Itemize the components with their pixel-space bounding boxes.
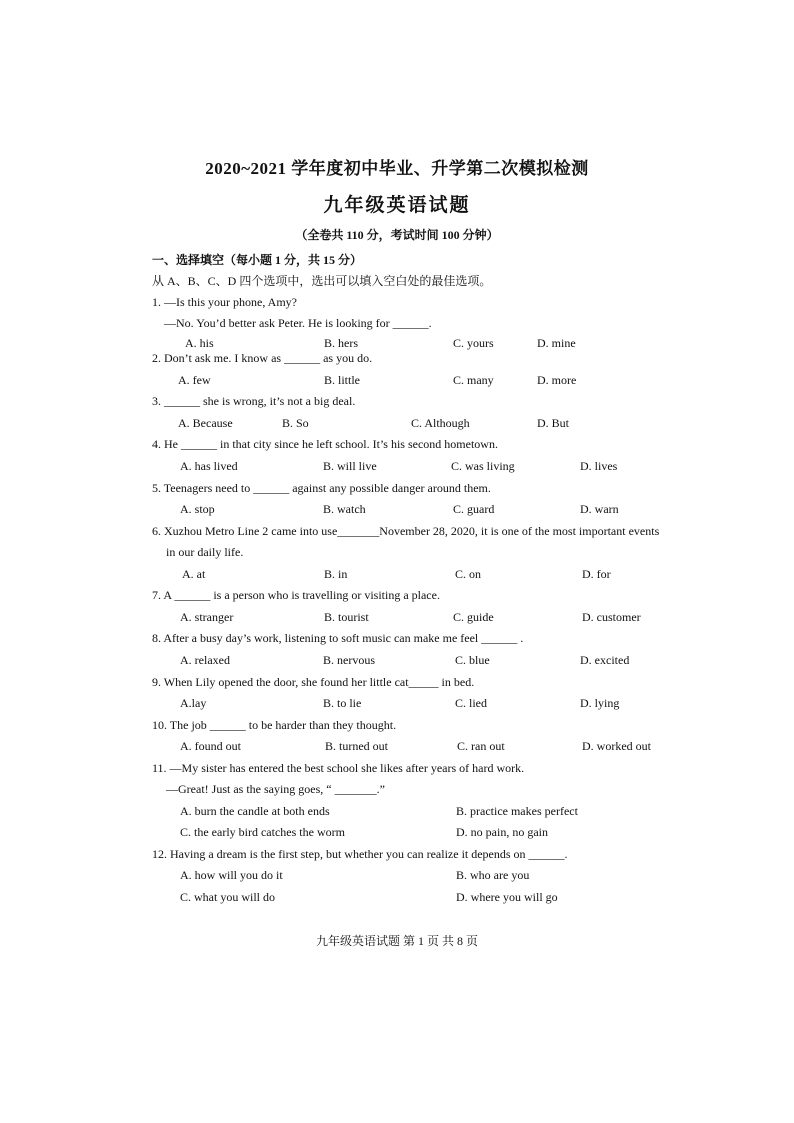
answer-option-a: A. stop (180, 502, 215, 516)
answer-option-a: A. burn the candle at both ends (180, 804, 330, 818)
answer-option-d: D. mine (537, 336, 576, 350)
answer-option-c: C. the early bird catches the worm (180, 825, 345, 839)
answer-option-a: A. his (185, 336, 214, 350)
answer-option-d: D. lying (580, 696, 620, 710)
question-stem: 5. Teenagers need to ______ against any possible danger around them. (152, 481, 491, 495)
answer-option-c: C. was living (451, 459, 515, 473)
question-stem: 11. —My sister has entered the best school she likes after years of hard work. (152, 761, 525, 775)
answer-option-d: D. warn (580, 502, 619, 516)
question-stem-continued: —Great! Just as the saying goes, “ _______.” (166, 782, 385, 796)
answer-option-b: B. little (324, 373, 360, 387)
answer-option-d: D. no pain, no gain (456, 825, 548, 839)
answer-option-b: B. watch (323, 502, 366, 516)
answer-option-b: B. will live (323, 459, 377, 473)
answer-option-c: C. blue (455, 653, 490, 667)
answer-option-a: A. has lived (180, 459, 238, 473)
answer-option-d: D. worked out (582, 739, 651, 753)
question-stem: 3. ______ she is wrong, it’s not a big deal. (152, 394, 356, 408)
answer-option-a: A. few (178, 373, 211, 387)
answer-option-a: A. relaxed (180, 653, 230, 667)
answer-option-b: B. turned out (325, 739, 388, 753)
question-stem: 6. Xuzhou Metro Line 2 came into use_______November 28, 2020, it is one of the most important events (152, 524, 660, 538)
answer-option-d: D. where you will go (456, 890, 558, 904)
answer-option-d: D. customer (582, 610, 641, 624)
answer-option-c: C. many (453, 373, 494, 387)
answer-option-b: B. in (324, 567, 348, 581)
answer-option-c: C. Although (411, 416, 470, 430)
exam-note: （全卷共 110 分，考试时间 100 分钟） (295, 228, 499, 242)
answer-option-d: D. lives (580, 459, 618, 473)
section-instruction: 从 A、B、C、D 四个选项中，选出可以填入空白处的最佳选项。 (152, 274, 492, 288)
exam-subtitle: 九年级英语试题 (323, 195, 471, 216)
answer-option-b: B. hers (324, 336, 358, 350)
answer-option-a: A. Because (178, 416, 233, 430)
answer-option-c: C. guard (453, 502, 495, 516)
answer-option-d: D. for (582, 567, 611, 581)
answer-option-b: B. practice makes perfect (456, 804, 578, 818)
question-stem: 10. The job ______ to be harder than they thought. (152, 718, 397, 732)
question-stem: 9. When Lily opened the door, she found her little cat_____ in bed. (152, 675, 475, 689)
question-stem: 4. He ______ in that city since he left school. It’s his second hometown. (152, 437, 498, 451)
answer-option-c: C. lied (455, 696, 487, 710)
answer-option-c: C. on (455, 567, 482, 581)
question-stem: 12. Having a dream is the first step, but whether you can realize it depends on ______. (152, 847, 568, 861)
question-stem-continued: —No. You’d better ask Peter. He is looking for ______. (164, 316, 432, 330)
answer-option-b: B. tourist (324, 610, 369, 624)
answer-option-c: C. ran out (457, 739, 505, 753)
answer-option-b: B. So (282, 416, 309, 430)
question-stem: 8. After a busy day’s work, listening to soft music can make me feel ______ . (152, 631, 524, 645)
answer-option-c: C. what you will do (180, 890, 275, 904)
answer-option-c: C. yours (453, 336, 494, 350)
question-stem-continued: in our daily life. (166, 545, 244, 559)
answer-option-a: A. how will you do it (180, 868, 283, 882)
page-footer: 九年级英语试题 第 1 页 共 8 页 (315, 934, 478, 948)
answer-option-a: A. at (182, 567, 206, 581)
answer-option-b: B. to lie (323, 696, 362, 710)
answer-option-d: D. more (537, 373, 577, 387)
answer-option-a: A.lay (180, 696, 207, 710)
answer-option-a: A. found out (180, 739, 241, 753)
answer-option-d: D. excited (580, 653, 630, 667)
answer-option-a: A. stranger (180, 610, 234, 624)
answer-option-b: B. who are you (456, 868, 530, 882)
question-stem: 7. A ______ is a person who is travelling or visiting a place. (152, 588, 440, 602)
question-stem: 1. —Is this your phone, Amy? (152, 295, 297, 309)
answer-option-d: D. But (537, 416, 570, 430)
section-heading: 一、选择填空（每小题 1 分，共 15 分） (152, 253, 363, 267)
question-stem: 2. Don’t ask me. I know as ______ as you do. (152, 351, 373, 365)
answer-option-b: B. nervous (323, 653, 375, 667)
exam-title: 2020~2021 学年度初中毕业、升学第二次模拟检测 (205, 159, 589, 178)
answer-option-c: C. guide (453, 610, 494, 624)
